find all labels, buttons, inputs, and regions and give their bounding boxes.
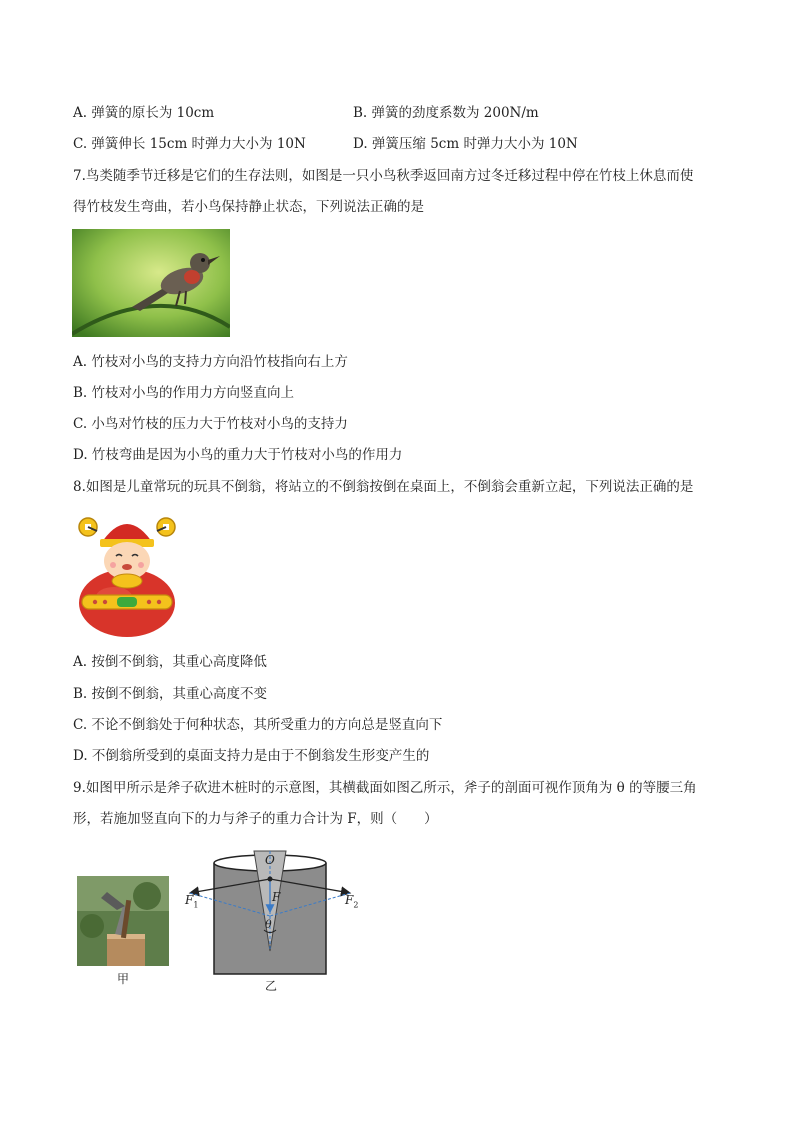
figure-caption-jia: 甲 <box>117 972 130 986</box>
q7-option-c: C. 小鸟对竹枝的压力大于竹枝对小鸟的支持力 <box>73 416 348 432</box>
q8-stem: 8.如图是儿童常玩的玩具不倒翁，将站立的不倒翁按倒在桌面上，不倒翁会重新立起，下列说法正确的是 <box>73 479 694 495</box>
q6-option-a: A. 弹簧的原长为 10cm <box>73 105 215 121</box>
q7-option-d: D. 竹枝弯曲是因为小鸟的重力大于竹枝对小鸟的作用力 <box>73 447 403 463</box>
q9-stem-line2: 形，若施加竖直向下的力与斧子的重力合计为 F，则（ ） <box>73 811 438 827</box>
q8-option-b: B. 按倒不倒翁，其重心高度不变 <box>73 686 268 702</box>
angle-theta-label: θ <box>265 918 272 931</box>
figure-caption-yi: 乙 <box>265 979 278 993</box>
q6-option-d: D. 弹簧压缩 5cm 时弹力大小为 10N <box>353 136 578 152</box>
q7-option-b: B. 竹枝对小鸟的作用力方向竖直向上 <box>73 385 295 401</box>
tumbler-toy-illustration <box>70 505 184 640</box>
bird-on-bamboo-photo <box>72 229 230 337</box>
point-o-label: O <box>265 853 275 867</box>
q6-option-c: C. 弹簧伸长 15cm 时弹力大小为 10N <box>73 136 306 152</box>
q6-option-b: B. 弹簧的劲度系数为 200N/m <box>353 105 539 121</box>
q8-option-d: D. 不倒翁所受到的桌面支持力是由于不倒翁发生形变产生的 <box>73 748 430 764</box>
axe-in-stump-photo <box>77 876 169 966</box>
q7-stem-line1: 7.鸟类随季节迁移是它们的生存法则，如图是一只小鸟秋季返回南方过冬迁移过程中停在竹枝上休息而使 <box>73 168 694 184</box>
q7-option-a: A. 竹枝对小鸟的支持力方向沿竹枝指向右上方 <box>73 354 348 370</box>
force-f1-label: $F_1$ <box>185 893 199 910</box>
force-f2-label: $F_2$ <box>345 893 359 910</box>
q8-option-c: C. 不论不倒翁处于何种状态，其所受重力的方向总是竖直向下 <box>73 717 443 733</box>
force-f-label: F <box>272 890 281 904</box>
q9-stem-line1: 9.如图甲所示是斧子砍进木桩时的示意图，其横截面如图乙所示，斧子的剖面可视作顶角为 θ 的等腰三角 <box>73 780 697 796</box>
q7-stem-line2: 得竹枝发生弯曲，若小鸟保持静止状态，下列说法正确的是 <box>73 199 424 215</box>
q8-option-a: A. 按倒不倒翁，其重心高度降低 <box>73 654 267 670</box>
